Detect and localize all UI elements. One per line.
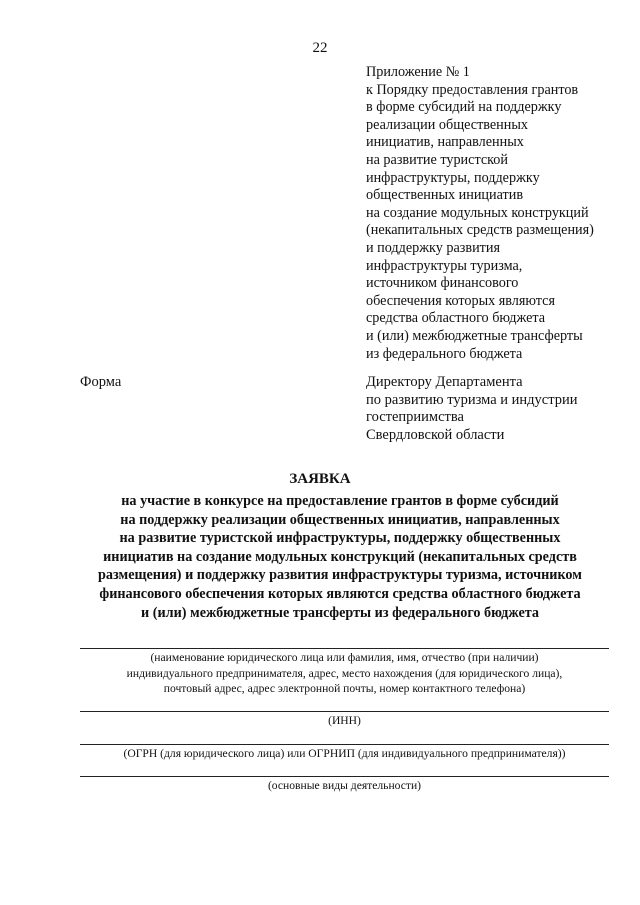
subtitle-line: финансового обеспечения которых являются средства областного бюджета [99, 585, 581, 602]
subtitle-line: на участие в конкурсе на предоставление грантов в форме субсидий [121, 493, 559, 509]
addressee-block [366, 374, 636, 444]
appendix-line: источником финансового [366, 275, 519, 292]
appendix-line: Приложение № 1 [366, 64, 470, 80]
appendix-line: обеспечения которых являются [366, 292, 556, 309]
activities-field-line[interactable] [80, 776, 609, 777]
appendix-line: инициатив, направленных [366, 134, 524, 151]
addressee-line: Свердловской области [366, 426, 505, 443]
appendix-line: на создание модульных конструкций [366, 204, 589, 221]
addressee-line: по развитию туризма и индустрии [366, 391, 578, 408]
subtitle-line: на развитие туристской инфраструктуры, поддержку общественных [119, 530, 561, 547]
appendix-line: и поддержку развития [366, 239, 500, 256]
appendix-line: в форме субсидий на поддержку [366, 99, 562, 116]
ogrn-field-caption: (ОГРН (для юридического лица) или ОГРНИП (для индивидуального предпринимателя)) [123, 747, 566, 760]
addressee-line: Директору Департамента [366, 374, 523, 390]
caption-line: почтовый адрес, адрес электронной почты, номер контактного телефона) [163, 682, 526, 695]
addressee-line: гостеприимства [366, 409, 464, 425]
appendix-line: инфраструктуры туризма, [366, 257, 523, 274]
form-label: Форма [80, 374, 122, 390]
subtitle-line: размещения) и поддержку развития инфраструктуры туризма, источником [98, 567, 582, 584]
appendix-line: на развитие туристской [366, 151, 508, 168]
inn-field-line[interactable] [80, 711, 609, 712]
appendix-line: общественных инициатив [366, 187, 524, 204]
applicant-field-caption [80, 650, 609, 697]
page-number: 22 [312, 40, 328, 56]
caption-line: (наименование юридического лица или фамилия, имя, отчество (при наличии) [150, 651, 539, 664]
subtitle-line: и (или) межбюджетные трансферты из федерального бюджета [141, 604, 539, 621]
appendix-heading [366, 64, 636, 363]
ogrn-field-line[interactable] [80, 744, 609, 745]
applicant-field-line[interactable] [80, 648, 609, 649]
appendix-line: из федерального бюджета [366, 345, 523, 362]
appendix-line: реализации общественных [366, 116, 528, 133]
appendix-line: средства областного бюджета [366, 310, 546, 327]
subtitle-line: инициатив на создание модульных конструкций (некапитальных средств [103, 548, 577, 565]
activities-field-caption: (основные виды деятельности) [267, 779, 422, 792]
appendix-line: и (или) межбюджетные трансферты [366, 327, 583, 344]
subtitle-line: на поддержку реализации общественных инициатив, направленных [120, 511, 560, 528]
document-subtitle [60, 492, 620, 622]
document-title: ЗАЯВКА [289, 471, 351, 487]
appendix-line: к Порядку предоставления грантов [366, 81, 579, 98]
appendix-line: инфраструктуры, поддержку [366, 169, 540, 186]
caption-line: индивидуального предпринимателя, адрес, место нахождения (для юридического лица), [126, 666, 563, 680]
appendix-line: (некапитальных средств размещения) [366, 222, 594, 239]
inn-field-caption: (ИНН) [328, 714, 361, 727]
